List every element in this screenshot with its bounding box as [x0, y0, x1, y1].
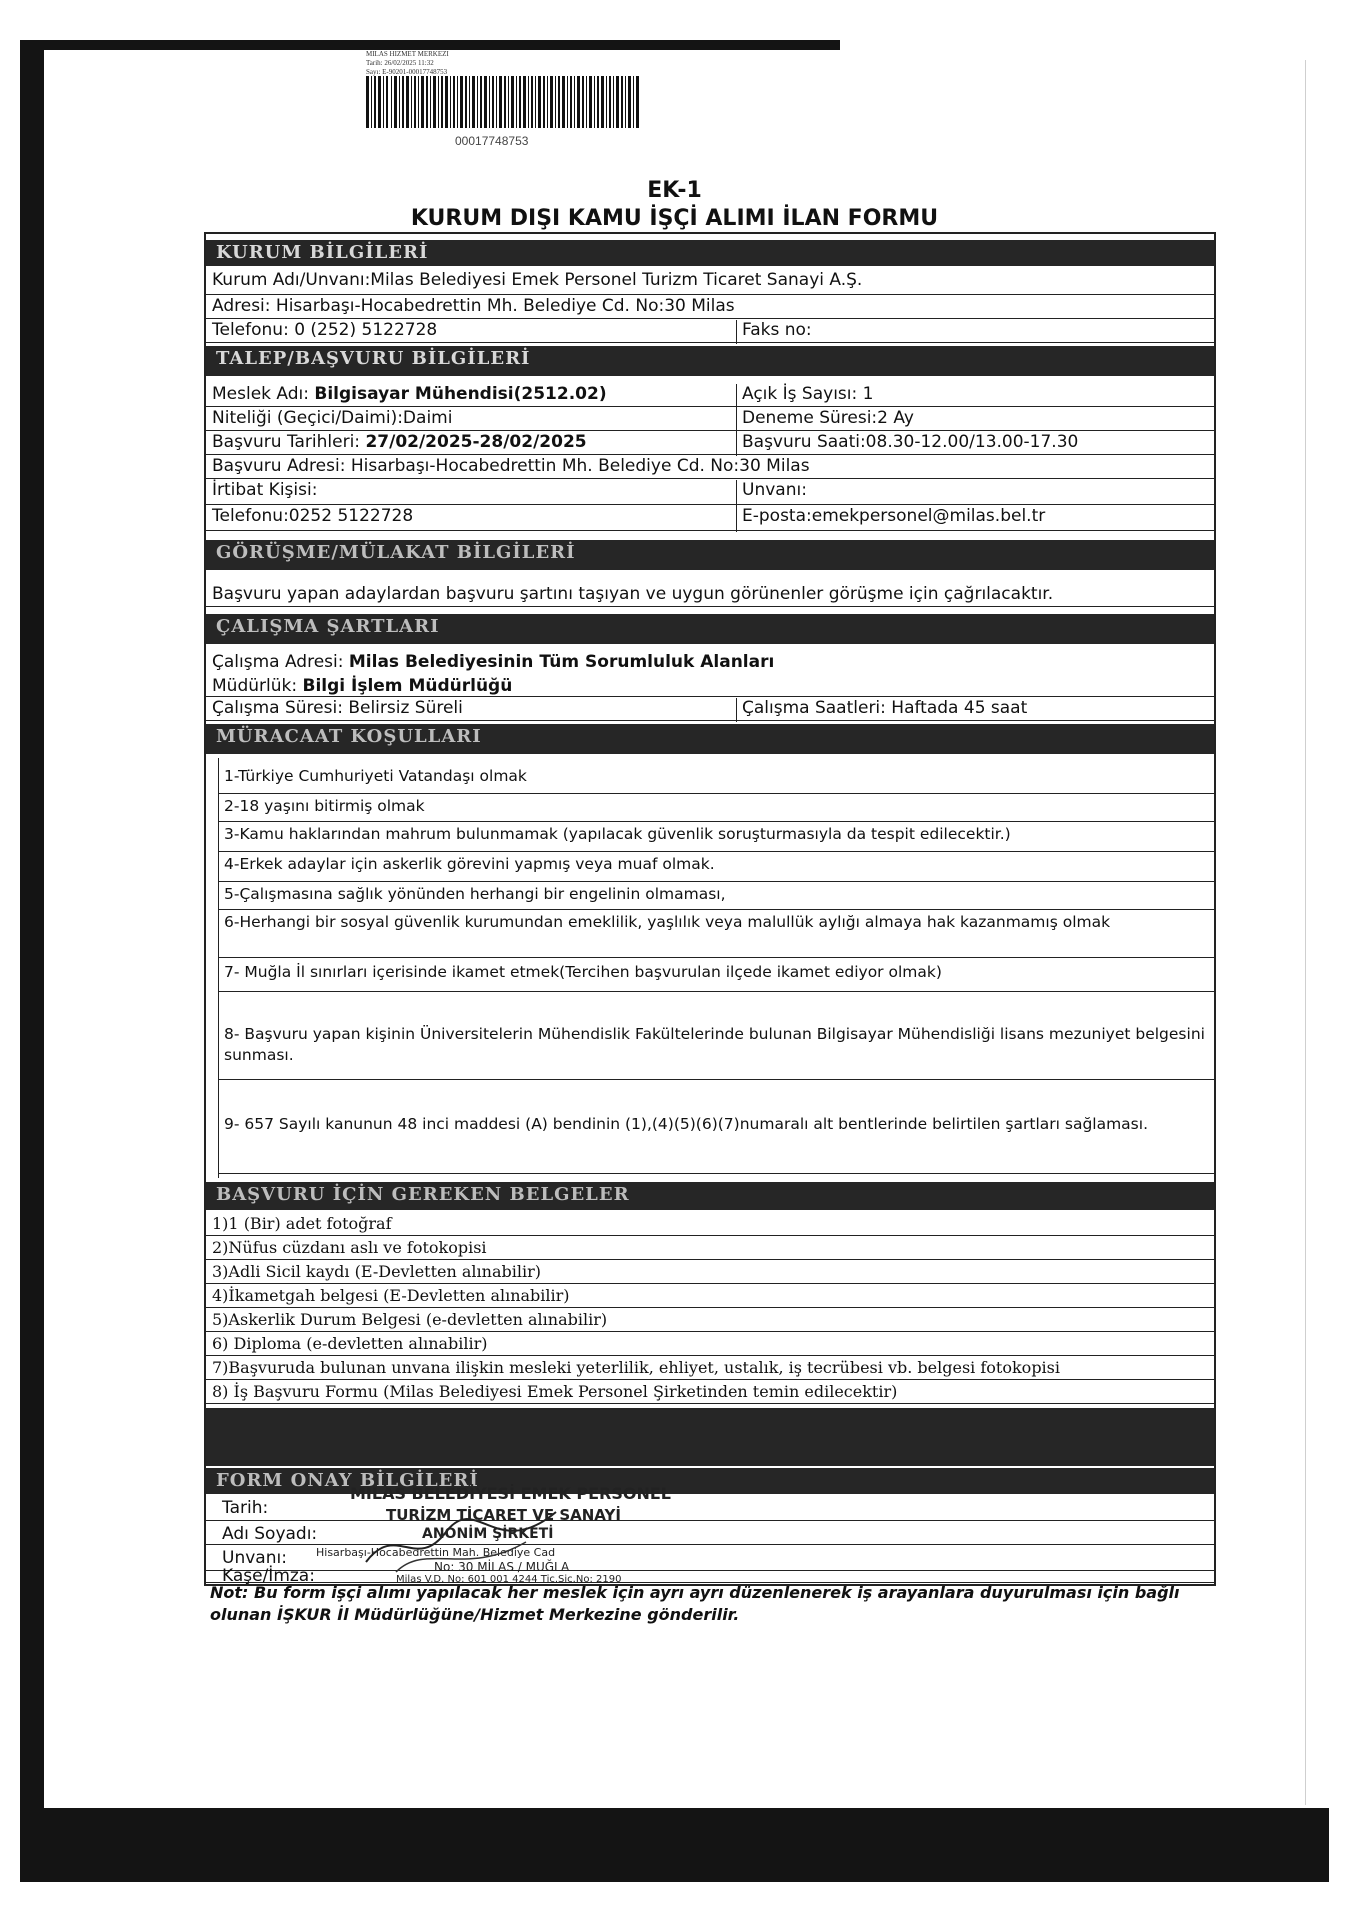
stamp-number: Sayı: E-90201-00017748753 — [366, 68, 448, 76]
mudurluk-label: Müdürlük: — [212, 676, 303, 696]
row-irtibat-telefon — [206, 506, 1214, 531]
company-stamp-line: MILAS BELEDİYESİ EMEK PERSONEL — [350, 1484, 671, 1503]
kurum-faks: Faks no: — [742, 320, 812, 340]
divider — [736, 480, 737, 532]
document-item: 4)İkametgah belgesi (E-Devletten alınabilir) — [206, 1286, 1214, 1308]
form-table — [204, 232, 1216, 1586]
basvuru-saati: Başvuru Saati:08.30-12.00/13.00-17.30 — [742, 432, 1079, 452]
kurum-telefon: Telefonu: 0 (252) 5122728 — [212, 320, 438, 340]
requirement-item: 4-Erkek adaylar için askerlik görevini yapmış veya muaf olmak. — [218, 854, 1214, 882]
onay-tarih-label: Tarih: — [222, 1498, 269, 1518]
row-kurum-adi — [206, 270, 1214, 295]
company-stamp-line: TURİZM TİCARET VE SANAYİ — [386, 1506, 621, 1524]
section-header-calisma: ÇALIŞMA ŞARTLARI — [206, 614, 1214, 644]
requirement-item: 2-18 yaşını bitirmiş olmak — [218, 796, 1214, 822]
row-kurum-adres — [206, 296, 1214, 319]
basvuru-tarihleri — [212, 432, 587, 452]
row-calisma-adresi — [206, 652, 1214, 674]
redacted-band — [206, 1408, 1214, 1466]
calisma-adresi-value: Milas Belediyesinin Tüm Sorumluluk Alanları — [348, 652, 775, 672]
scan-border-bottom — [20, 1808, 1329, 1882]
scan-border-left — [20, 40, 44, 1882]
niteligi: Niteliği (Geçici/Daimi):Daimi — [212, 408, 453, 428]
signature-icon — [356, 1502, 566, 1582]
row-mudurluk — [206, 676, 1214, 697]
row-kurum-telefon — [206, 320, 1214, 343]
divider — [736, 698, 737, 722]
row-gorusme-text — [206, 584, 1214, 607]
document-item: 5)Askerlik Durum Belgesi (e-devletten alınabilir) — [206, 1310, 1214, 1332]
calisma-adresi — [212, 652, 774, 672]
irtibat-unvani: Unvanı: — [742, 480, 807, 500]
barcode-number: 00017748753 — [455, 134, 529, 148]
footer-note: Not: Bu form işçi alımı yapılacak her meslek için ayrı ayrı düzenlenerek iş arayanlara duyurulması için bağlı olunan İŞKUR İl Müdürlüğüne/Hizmet Merkezine gönderilir. — [210, 1583, 1180, 1624]
section-header-muracaat: MÜRACAAT KOŞULLARI — [206, 724, 1214, 754]
company-stamp-line: ANONİM ŞİRKETİ — [422, 1526, 554, 1542]
row-niteligi — [206, 408, 1214, 431]
page-title: KURUM DIŞI KAMU İŞÇİ ALIMI İLAN FORMU — [410, 206, 939, 231]
registry-stamp — [366, 50, 666, 77]
kurum-adres: Adresi: Hisarbaşı-Hocabedrettin Mh. Belediye Cd. No:30 Milas — [212, 296, 735, 316]
calisma-saatleri: Çalışma Saatleri: Haftada 45 saat — [742, 698, 1028, 718]
calisma-suresi: Çalışma Süresi: Belirsiz Süreli — [212, 698, 463, 718]
divider — [736, 320, 737, 344]
section-header-onay: FORM ONAY BİLGİLERİ — [206, 1468, 1214, 1494]
document-item: 8) İş Başvuru Formu (Milas Belediyesi Emek Personel Şirketinden temin edilecektir) — [206, 1382, 1214, 1404]
mudurluk-value: Bilgi İşlem Müdürlüğü — [302, 676, 513, 696]
requirement-item: 8- Başvuru yapan kişinin Üniversitelerin Mühendislik Fakültelerinde bulunan Bilgisayar Mühendisliği lisans mezuniyet belgesini sunması. — [218, 1024, 1214, 1080]
company-stamp-line: No: 30 MİLAS / MUĞLA — [434, 1560, 570, 1574]
stamp-office: MILAS HIZMET MERKEZI — [366, 50, 449, 58]
divider — [736, 384, 737, 456]
requirement-item: 9- 657 Sayılı kanunun 48 inci maddesi (A) bendinin (1),(4)(5)(6)(7)numaralı alt bentlerinde belirtilen şartları sağlaması. — [218, 1114, 1214, 1174]
row-calisma-suresi — [206, 698, 1214, 721]
meslek-value: Bilgisayar Mühendisi(2512.02) — [314, 384, 607, 404]
irtibat-eposta: E-posta:emekpersonel@milas.bel.tr — [742, 506, 1046, 526]
company-stamp-line: Milas V.D. No: 601 001 4244 Tic.Sic.No: 2190 — [396, 1574, 622, 1585]
onay-unvan-label: Unvanı: — [222, 1548, 287, 1568]
barcode-icon — [366, 76, 640, 128]
document-item: 6) Diploma (e-devletten alınabilir) — [206, 1334, 1214, 1356]
document-item: 7)Başvuruda bulunan unvana ilişkin mesleki yeterlilik, ehliyet, ustalık, iş tecrübesi vb. belgesi fotokopisi — [206, 1358, 1214, 1380]
requirement-item: 6-Herhangi bir sosyal güvenlik kurumundan emeklilik, yaşlılık veya malullük aylığı almaya hak kazanmamış olmak — [218, 912, 1214, 958]
deneme-suresi: Deneme Süresi:2 Ay — [742, 408, 914, 428]
onay-kase-label: Kaşe/İmza: — [222, 1566, 315, 1586]
scan-edge — [1305, 60, 1306, 1805]
requirement-item: 1-Türkiye Cumhuriyeti Vatandaşı olmak — [218, 766, 1214, 794]
scan-border-top — [20, 40, 840, 50]
section-header-kurum: KURUM BİLGİLERİ — [206, 240, 1214, 266]
document-item: 3)Adli Sicil kaydı (E-Devletten alınabilir) — [206, 1262, 1214, 1284]
scan-border-right — [1308, 1808, 1329, 1882]
irtibat-kisisi: İrtibat Kişisi: — [212, 480, 318, 500]
tarih-label: Başvuru Tarihleri: — [212, 432, 366, 452]
irtibat-telefon: Telefonu:0252 5122728 — [212, 506, 414, 526]
stamp-date: Tarih: 26/02/2025 11:32 — [366, 59, 434, 67]
document-item: 2)Nüfus cüzdanı aslı ve fotokopisi — [206, 1238, 1214, 1260]
company-stamp-line: Hisarbaşı-Hocabedrettin Mah. Belediye Cad — [316, 1546, 556, 1559]
meslek-adi — [212, 384, 607, 404]
kurum-adi: Kurum Adı/Unvanı:Milas Belediyesi Emek Personel Turizm Ticaret Sanayi A.Ş. — [212, 270, 863, 290]
calisma-adresi-label: Çalışma Adresi: — [212, 652, 349, 672]
row-irtibat — [206, 480, 1214, 505]
mudurluk — [212, 676, 512, 696]
row-basvuru-tarihleri — [206, 432, 1214, 455]
onay-adi-label: Adı Soyadı: — [222, 1524, 318, 1544]
requirement-item: 5-Çalışmasına sağlık yönünden herhangi bir engelinin olmaması, — [218, 884, 1214, 910]
document-item: 1)1 (Bir) adet fotoğraf — [206, 1214, 1214, 1236]
section-header-talep: TALEP/BAŞVURU BİLGİLERİ — [206, 346, 1214, 376]
section-header-belgeler: BAŞVURU İÇİN GEREKEN BELGELER — [206, 1182, 1214, 1210]
meslek-label: Meslek Adı: — [212, 384, 315, 404]
row-basvuru-adresi — [206, 456, 1214, 479]
form-code: EK-1 — [647, 178, 702, 203]
requirement-item: 3-Kamu haklarından mahrum bulunmamak (yapılacak güvenlik soruşturmasıyla da tespit edilecektir.) — [218, 824, 1214, 852]
tarih-value: 27/02/2025-28/02/2025 — [365, 432, 587, 452]
section-header-gorusme: GÖRÜŞME/MÜLAKAT BİLGİLERİ — [206, 540, 1214, 570]
row-meslek — [206, 384, 1214, 407]
acik-is-sayisi: Açık İş Sayısı: 1 — [742, 384, 874, 404]
requirement-item: 7- Muğla İl sınırları içerisinde ikamet etmek(Tercihen başvurulan ilçede ikamet ediyor olmak) — [218, 962, 1214, 992]
gorusme-text: Başvuru yapan adaylardan başvuru şartını taşıyan ve uygun görünenler görüşme için çağrılacaktır. — [212, 584, 1054, 604]
basvuru-adresi: Başvuru Adresi: Hisarbaşı-Hocabedrettin Mh. Belediye Cd. No:30 Milas — [212, 456, 810, 476]
